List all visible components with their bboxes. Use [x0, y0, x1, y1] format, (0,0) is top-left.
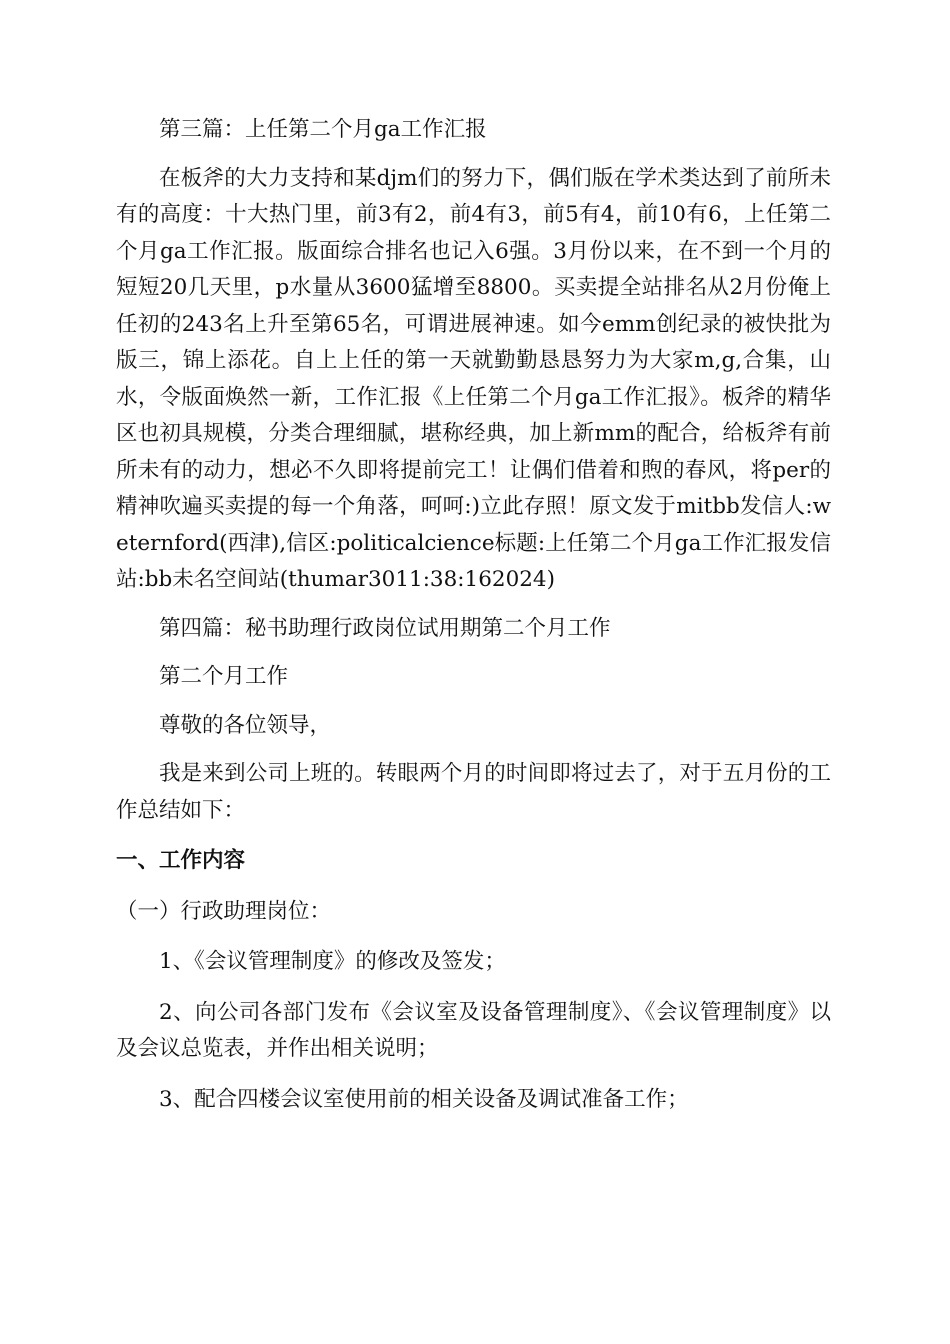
body-paragraph-report: 在板斧的大力支持和某djm们的努力下，偶们版在学术类达到了前所未有的高度：十大热门里，前3有2，前4有3，前5有4，前10有6，上任第二个月ga工作汇报。版面综合排名也记入6强。3月份以来，在不到一个月的短短20几天里，p水量从3600猛增至8800。买卖提全站排名从2月份俺上任初的243名上升至第65名，可谓进展神速。如今emm创纪录的被快批为版三，锦上添花。自上上任的第一天就勤勤恳恳努力为大家m,g,合集，山水，令版面焕然一新，工作汇报《上任第二个月ga工作汇报》。板斧的精华区也初具规模，分类合理细腻，堪称经典，加上新mm的配合，给板斧有前所未有的动力，想必不久即将提前完工！让偶们借着和煦的春风，将per的精神吹遍买卖提的每一个角落，呵呵:)立此存照！原文发于mitbb发信人:weternford(西津),信区:politicalcience标题:上任第二个月ga工作汇报发信站:bb未名空间站(thumar3011:38:162024) — [116, 165, 831, 592]
intro-paragraph: 我是来到公司上班的。转眼两个月的时间即将过去了，对于五月份的工作总结如下： — [116, 761, 831, 823]
salutation: 尊敬的各位领导， — [159, 712, 332, 738]
section-title-4: 第四篇：秘书助理行政岗位试用期第二个月工作 — [159, 615, 611, 641]
document-page — [116, 112, 831, 1118]
subheading-admin-assistant: （一）行政助理岗位： — [116, 898, 332, 924]
list-item-1: 1、《会议管理制度》的修改及签发； — [159, 949, 506, 974]
section-title-3: 第三篇：上任第二个月ga工作汇报 — [159, 117, 487, 142]
heading-work-content: 一、工作内容 — [116, 848, 246, 873]
list-item-3: 3、配合四楼会议室使用前的相关设备及调试准备工作； — [159, 1086, 689, 1112]
subtitle: 第二个月工作 — [159, 664, 289, 689]
list-item-2: 2、向公司各部门发布《会议室及设备管理制度》、《会议管理制度》以及会议总览表，并作出相关说明； — [116, 999, 831, 1061]
